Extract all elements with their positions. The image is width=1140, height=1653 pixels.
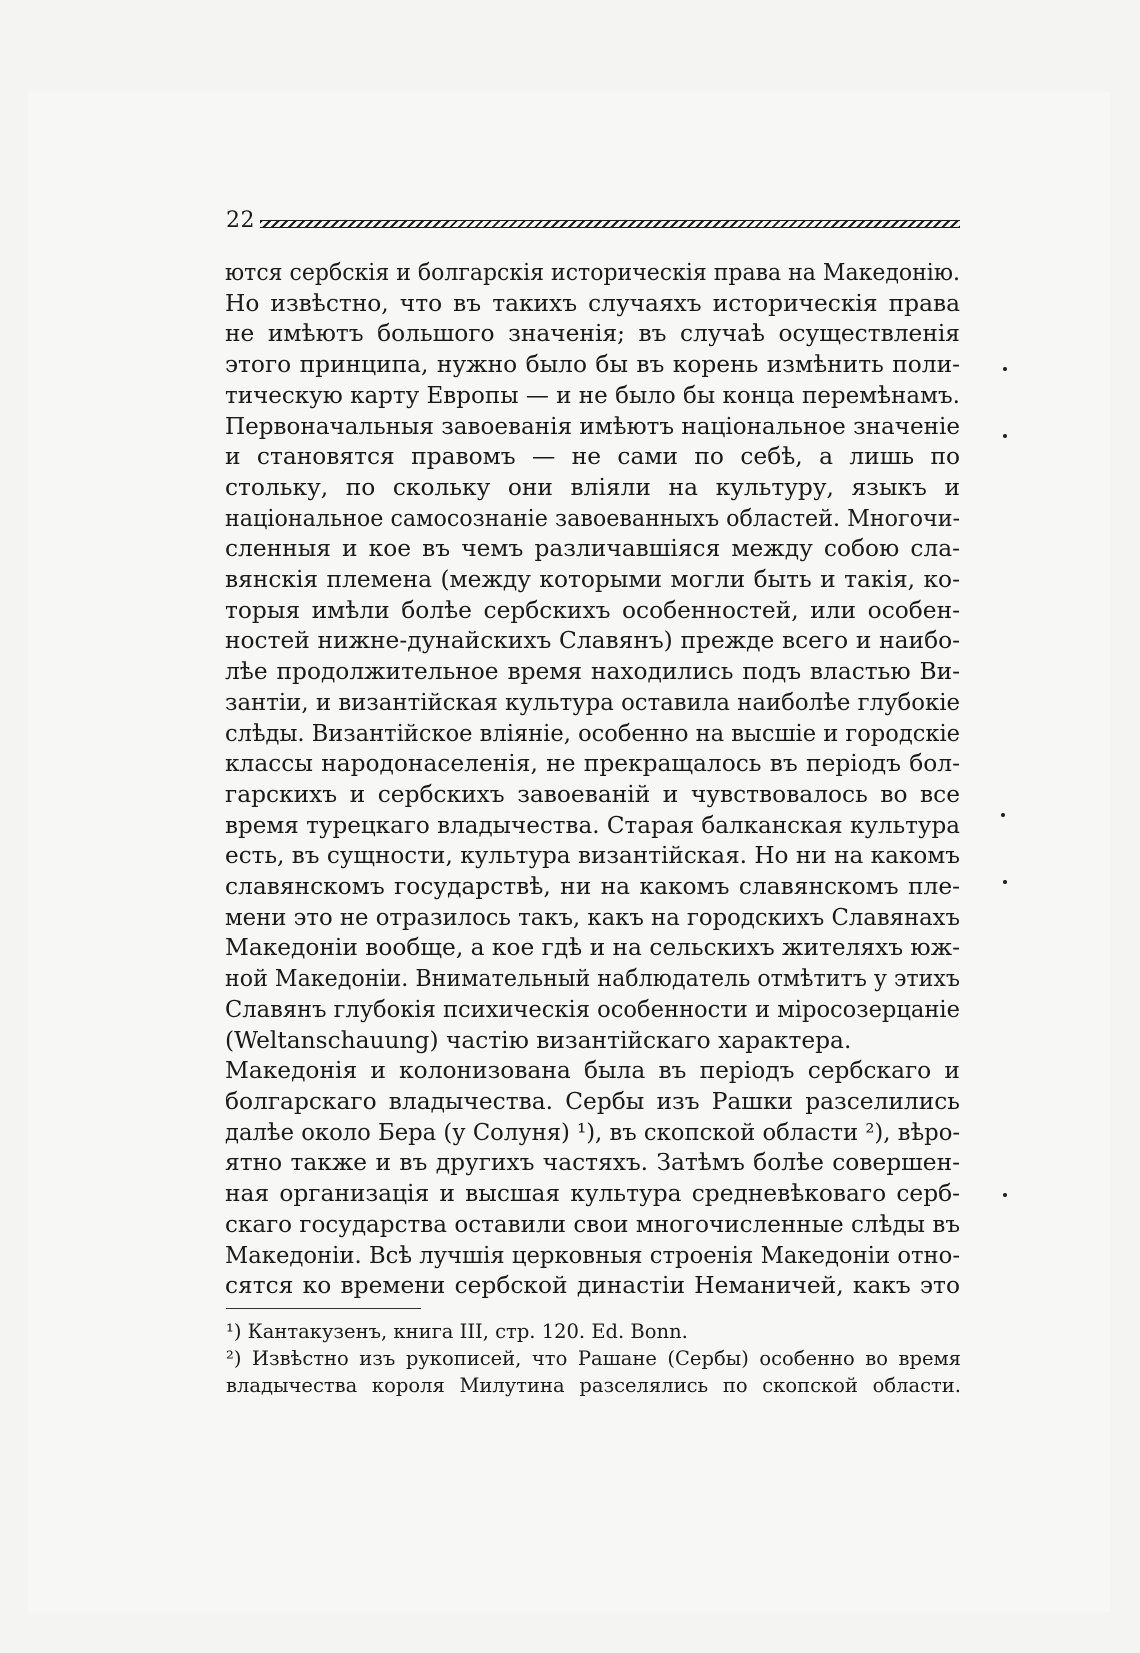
page-header bbox=[226, 206, 961, 236]
page-number: 22 bbox=[226, 208, 255, 233]
text-line: Первоначальныя завоеванія имѣютъ національное значеніе bbox=[225, 412, 961, 440]
text-line: ятно также и въ другихъ частяхъ. Затѣмъ болѣе совершен- bbox=[225, 1149, 960, 1177]
text-line: ной Македоніи. Внимательный наблюдатель отмѣтитъ у этихъ bbox=[225, 965, 960, 993]
text-line: тическую карту Европы — и не было бы конца перемѣнамъ. bbox=[225, 381, 960, 409]
text-line: національное самосознаніе завоеванныхъ областей. Многочи- bbox=[225, 504, 961, 532]
text-line: время турецкаго владычества. Старая балканская культура bbox=[225, 811, 960, 839]
scan-speck bbox=[1003, 880, 1007, 884]
text-line: стольку, по скольку они вліяли на культуру, языкъ и bbox=[225, 473, 961, 501]
text-line: ностей нижне-дунайскихъ Славянъ) прежде всего и наибо- bbox=[225, 627, 960, 655]
footnote-line: ¹) Кантакузенъ, книга III, стр. 120. Ed. Bonn. bbox=[226, 1320, 688, 1343]
scan-speck bbox=[1003, 1193, 1007, 1197]
footnote-separator bbox=[226, 1308, 421, 1309]
text-line: Но извѣстно, что въ такихъ случаяхъ историческія права bbox=[225, 289, 960, 317]
text-line: ются сербскія и болгарскія историческія права на Македонію. bbox=[225, 259, 960, 286]
scan-speck bbox=[1003, 434, 1007, 438]
text-line: славянскомъ государствѣ, ни на какомъ славянскомъ пле- bbox=[225, 873, 960, 901]
text-line: гарскихъ и сербскихъ завоеваній и чувствовалось во все bbox=[225, 780, 960, 808]
text-line: далѣе около Бера (у Солуня) ¹), въ скопской области ²), вѣро- bbox=[225, 1118, 961, 1146]
text-line: Македоніи. Всѣ лучшія церковныя строенія Македоніи отно- bbox=[225, 1241, 961, 1269]
ornamental-rule bbox=[260, 220, 960, 228]
text-line: Македонія и колонизована была въ періодъ сербскаго и bbox=[225, 1057, 960, 1085]
text-line: есть, въ сущности, культура византійская. Но ни на какомъ bbox=[225, 842, 960, 870]
text-line: сленныя и кое въ чемъ различавшіяся между собою сла- bbox=[225, 535, 961, 563]
text-line: мени это не отразилось такъ, какъ на городскихъ Славянахъ bbox=[225, 903, 960, 931]
text-line: болгарскаго владычества. Сербы изъ Рашки разселились bbox=[225, 1087, 960, 1115]
text-line: Славянъ глубокія психическія особенности и міросозерцаніе bbox=[225, 995, 961, 1023]
text-line: слѣды. Византійское вліяніе, особенно на высшіе и городскіе bbox=[225, 719, 961, 747]
text-line: не имѣютъ большого значенія; въ случаѣ осуществленія bbox=[225, 320, 960, 348]
text-line: и становятся правомъ — не сами по себѣ, а лишь по bbox=[225, 443, 960, 471]
text-line: этого принципа, нужно было бы въ корень измѣнить поли- bbox=[225, 351, 960, 379]
text-line: лѣе продолжительное время находились подъ властью Ви- bbox=[225, 658, 961, 686]
text-line: (Weltanschauung) частію византійскаго характера. bbox=[225, 1026, 852, 1054]
text-line: зантіи, и византійская культура оставила наиболѣе глубокіе bbox=[225, 688, 961, 716]
footnote-line: ²) Извѣстно изъ рукописей, что Рашане (Сербы) особенно во время bbox=[226, 1347, 961, 1370]
text-line: ная организація и высшая культура средневѣковаго серб- bbox=[225, 1180, 961, 1208]
text-line: Македоніи вообще, а кое гдѣ и на сельскихъ жителяхъ юж- bbox=[225, 934, 960, 962]
footnote-line: владычества короля Милутина разселялись по скопской области. bbox=[226, 1374, 961, 1397]
text-line: торыя имѣли болѣе сербскихъ особенностей, или особен- bbox=[225, 596, 960, 624]
body-text bbox=[225, 258, 960, 1302]
text-line: классы народонаселенія, не прекращалось въ періодъ бол- bbox=[225, 750, 960, 778]
text-line: скаго государства оставили свои многочисленные слѣды въ bbox=[225, 1210, 961, 1238]
text-line: сятся ко времени сербской династіи Неманичей, какъ это bbox=[225, 1272, 960, 1300]
text-line: вянскія племена (между которыми могли быть и такія, ко- bbox=[225, 566, 960, 594]
scan-speck bbox=[1001, 813, 1005, 817]
footnotes bbox=[226, 1318, 961, 1399]
scan-speck bbox=[1003, 367, 1007, 371]
